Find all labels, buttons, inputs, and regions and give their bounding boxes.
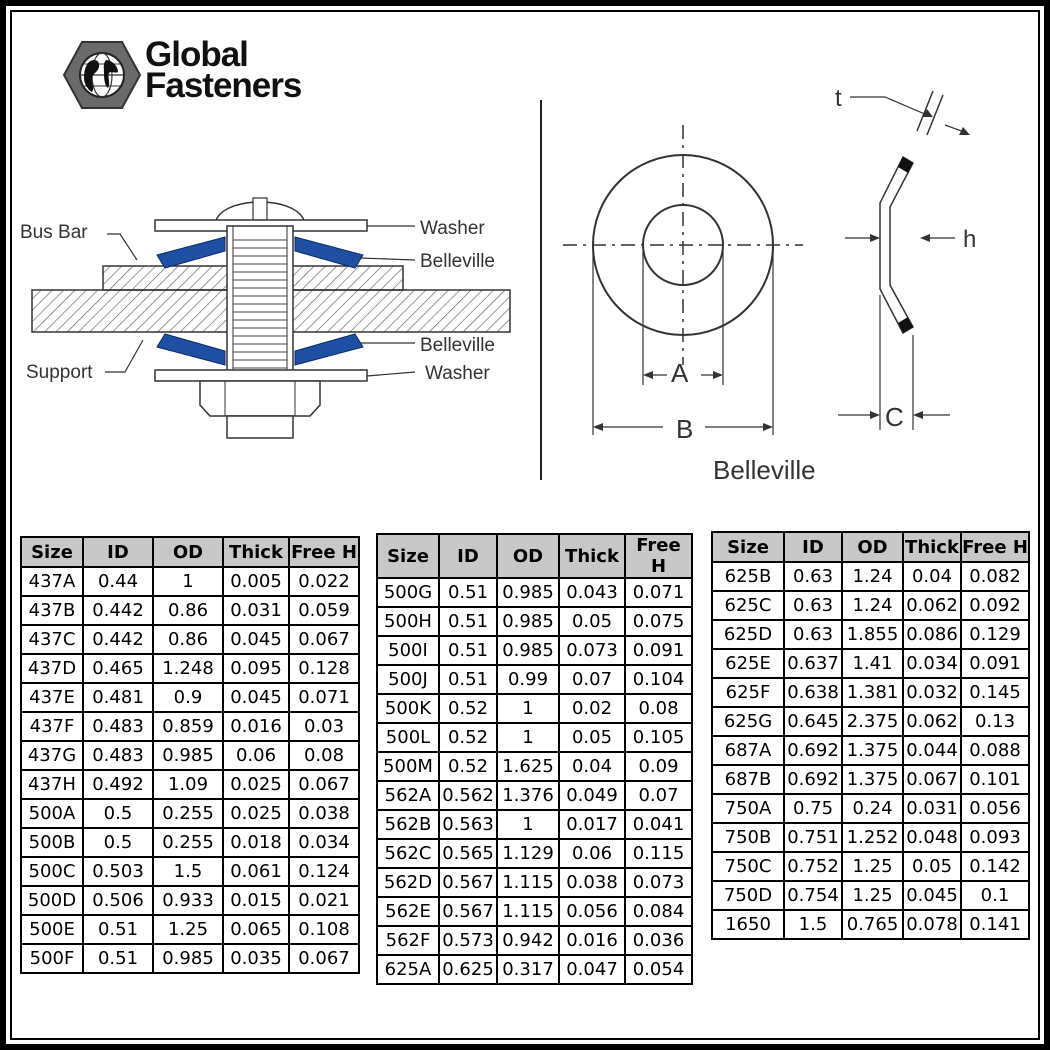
cell-free-h: 0.088	[961, 736, 1029, 765]
cell-size: 500H	[377, 607, 439, 636]
cell-free-h: 0.067	[289, 625, 359, 654]
label-support: Support	[26, 362, 93, 383]
cell-id: 0.637	[784, 649, 842, 678]
cell-id: 0.51	[83, 915, 153, 944]
cell-size: 500K	[377, 694, 439, 723]
cell-id: 0.506	[83, 886, 153, 915]
cell-id: 0.5	[83, 799, 153, 828]
cell-id: 0.465	[83, 654, 153, 683]
cell-od: 1.625	[497, 752, 559, 781]
cell-thick: 0.015	[223, 886, 289, 915]
cell-free-h: 0.075	[625, 607, 692, 636]
cell-od: 0.86	[153, 625, 223, 654]
cell-od: 1.25	[153, 915, 223, 944]
cell-od: 1.115	[497, 897, 559, 926]
cell-size: 437E	[21, 683, 83, 712]
cell-thick: 0.017	[559, 810, 625, 839]
cell-free-h: 0.03	[289, 712, 359, 741]
table-row	[377, 839, 692, 868]
cell-id: 0.645	[784, 707, 842, 736]
column-header-id: ID	[784, 532, 842, 562]
cell-od: 0.933	[153, 886, 223, 915]
table-row	[712, 910, 1029, 939]
cell-size: 500G	[377, 578, 439, 607]
cell-thick: 0.031	[223, 596, 289, 625]
cell-size: 500F	[21, 944, 83, 973]
table-row	[712, 881, 1029, 910]
table-row	[712, 852, 1029, 881]
brand-line-2: Fasteners	[145, 66, 302, 105]
nut	[200, 381, 320, 416]
cell-size: 562C	[377, 839, 439, 868]
table-row	[377, 723, 692, 752]
cell-free-h: 0.073	[625, 868, 692, 897]
cell-id: 0.481	[83, 683, 153, 712]
cell-size: 625B	[712, 562, 784, 591]
cell-od: 0.765	[842, 910, 903, 939]
cell-thick: 0.034	[903, 649, 961, 678]
cell-od: 1	[497, 723, 559, 752]
table-row	[377, 752, 692, 781]
cell-id: 0.692	[784, 736, 842, 765]
table-header-row	[377, 534, 692, 578]
cell-od: 1.376	[497, 781, 559, 810]
cell-thick: 0.035	[223, 944, 289, 973]
table-row	[712, 823, 1029, 852]
cell-thick: 0.031	[903, 794, 961, 823]
table-row	[377, 607, 692, 636]
cell-free-h: 0.071	[289, 683, 359, 712]
table-row	[21, 741, 359, 770]
cell-thick: 0.016	[223, 712, 289, 741]
cell-od: 1.24	[842, 591, 903, 620]
cell-id: 0.52	[439, 752, 497, 781]
cell-size: 562B	[377, 810, 439, 839]
cell-thick: 0.05	[559, 607, 625, 636]
cell-id: 0.52	[439, 694, 497, 723]
cell-size: 500I	[377, 636, 439, 665]
cell-thick: 0.07	[559, 665, 625, 694]
table-row	[21, 654, 359, 683]
table-row	[377, 781, 692, 810]
cell-od: 0.985	[497, 578, 559, 607]
cell-thick: 0.045	[223, 683, 289, 712]
cell-free-h: 0.038	[289, 799, 359, 828]
size-table-3	[711, 531, 1030, 940]
cell-od: 1	[153, 567, 223, 596]
table-row	[712, 707, 1029, 736]
cell-size: 625F	[712, 678, 784, 707]
cell-thick: 0.016	[559, 926, 625, 955]
cell-od: 1.375	[842, 736, 903, 765]
label-belleville-top: Belleville	[420, 251, 495, 272]
table-row	[377, 665, 692, 694]
table-row	[21, 828, 359, 857]
cell-id: 0.565	[439, 839, 497, 868]
table-row	[21, 625, 359, 654]
cell-size: 562D	[377, 868, 439, 897]
cell-thick: 0.067	[903, 765, 961, 794]
table-header-row	[712, 532, 1029, 562]
cell-free-h: 0.067	[289, 944, 359, 973]
cell-thick: 0.038	[559, 868, 625, 897]
cell-free-h: 0.07	[625, 781, 692, 810]
cell-id: 0.638	[784, 678, 842, 707]
cell-size: 500J	[377, 665, 439, 694]
cell-size: 437B	[21, 596, 83, 625]
column-header-free-h: Free H	[289, 537, 359, 567]
cell-id: 0.573	[439, 926, 497, 955]
cell-thick: 0.065	[223, 915, 289, 944]
cell-free-h: 0.1	[961, 881, 1029, 910]
cell-thick: 0.045	[223, 625, 289, 654]
table-row	[712, 591, 1029, 620]
cell-id: 0.51	[83, 944, 153, 973]
cell-size: 437H	[21, 770, 83, 799]
cell-od: 0.985	[153, 944, 223, 973]
table-row	[21, 683, 359, 712]
cell-size: 500M	[377, 752, 439, 781]
table-row	[712, 678, 1029, 707]
cell-free-h: 0.101	[961, 765, 1029, 794]
cell-free-h: 0.128	[289, 654, 359, 683]
size-table-2	[376, 533, 693, 985]
cell-od: 1.25	[842, 881, 903, 910]
cell-size: 625G	[712, 707, 784, 736]
cell-size: 562E	[377, 897, 439, 926]
belleville-dimension-diagram	[555, 85, 1025, 495]
table-row	[377, 578, 692, 607]
column-header-free-h: Free H	[961, 532, 1029, 562]
column-header-od: OD	[842, 532, 903, 562]
column-header-size: Size	[21, 537, 83, 567]
cell-size: 1650	[712, 910, 784, 939]
cell-size: 750A	[712, 794, 784, 823]
label-A: A	[671, 358, 689, 388]
column-header-id: ID	[439, 534, 497, 578]
cell-free-h: 0.105	[625, 723, 692, 752]
cell-size: 750B	[712, 823, 784, 852]
cell-id: 0.483	[83, 741, 153, 770]
table-row	[712, 620, 1029, 649]
cell-free-h: 0.142	[961, 852, 1029, 881]
cell-size: 500B	[21, 828, 83, 857]
cell-thick: 0.025	[223, 799, 289, 828]
cell-size: 437A	[21, 567, 83, 596]
cell-thick: 0.05	[559, 723, 625, 752]
cell-free-h: 0.145	[961, 678, 1029, 707]
cell-od: 0.86	[153, 596, 223, 625]
cell-od: 0.942	[497, 926, 559, 955]
cell-id: 0.51	[439, 636, 497, 665]
table-row	[377, 868, 692, 897]
table-row	[21, 799, 359, 828]
cell-free-h: 0.056	[961, 794, 1029, 823]
cell-thick: 0.045	[903, 881, 961, 910]
cell-size: 562A	[377, 781, 439, 810]
table-row	[712, 649, 1029, 678]
column-header-thick: Thick	[223, 537, 289, 567]
label-B: B	[676, 414, 694, 444]
cell-id: 0.562	[439, 781, 497, 810]
belleville-top-right	[295, 237, 363, 268]
cell-od: 1.41	[842, 649, 903, 678]
cell-id: 0.63	[784, 562, 842, 591]
cell-size: 437F	[21, 712, 83, 741]
label-washer-top: Washer	[420, 218, 485, 239]
cell-free-h: 0.129	[961, 620, 1029, 649]
label-bus-bar: Bus Bar	[20, 222, 88, 243]
belleville-bottom-right	[295, 334, 363, 365]
cell-id: 0.503	[83, 857, 153, 886]
cell-thick: 0.056	[559, 897, 625, 926]
cell-free-h: 0.093	[961, 823, 1029, 852]
cell-size: 750D	[712, 881, 784, 910]
cell-free-h: 0.084	[625, 897, 692, 926]
belleville-top-left	[157, 237, 225, 268]
cell-id: 0.442	[83, 625, 153, 654]
table-row	[21, 567, 359, 596]
cell-id: 0.492	[83, 770, 153, 799]
label-washer-bottom: Washer	[425, 363, 490, 384]
cell-free-h: 0.067	[289, 770, 359, 799]
cell-od: 1.252	[842, 823, 903, 852]
cell-thick: 0.078	[903, 910, 961, 939]
label-belleville-bottom: Belleville	[420, 335, 495, 356]
cell-thick: 0.086	[903, 620, 961, 649]
cell-id: 0.52	[439, 723, 497, 752]
cell-thick: 0.062	[903, 591, 961, 620]
cell-free-h: 0.071	[625, 578, 692, 607]
cell-free-h: 0.08	[625, 694, 692, 723]
cell-thick: 0.043	[559, 578, 625, 607]
table-row	[377, 694, 692, 723]
cell-id: 1.5	[784, 910, 842, 939]
cell-thick: 0.032	[903, 678, 961, 707]
cell-free-h: 0.034	[289, 828, 359, 857]
cell-thick: 0.018	[223, 828, 289, 857]
cell-free-h: 0.108	[289, 915, 359, 944]
cell-id: 0.5	[83, 828, 153, 857]
cell-id: 0.63	[784, 620, 842, 649]
cell-free-h: 0.091	[961, 649, 1029, 678]
table-row	[21, 770, 359, 799]
cell-od: 1.24	[842, 562, 903, 591]
cell-free-h: 0.13	[961, 707, 1029, 736]
table-row	[21, 857, 359, 886]
divider-line	[540, 100, 542, 480]
diagram-title: Belleville	[713, 455, 816, 485]
cell-od: 1.375	[842, 765, 903, 794]
cell-id: 0.442	[83, 596, 153, 625]
table-row	[21, 886, 359, 915]
table-row	[21, 915, 359, 944]
cell-id: 0.751	[784, 823, 842, 852]
cell-id: 0.51	[439, 665, 497, 694]
cell-od: 0.255	[153, 799, 223, 828]
cell-free-h: 0.054	[625, 955, 692, 984]
cell-size: 687B	[712, 765, 784, 794]
cell-id: 0.752	[784, 852, 842, 881]
cell-id: 0.75	[784, 794, 842, 823]
cell-od: 1.25	[842, 852, 903, 881]
cell-thick: 0.095	[223, 654, 289, 683]
cell-size: 500C	[21, 857, 83, 886]
cell-od: 1	[497, 810, 559, 839]
cell-od: 0.24	[842, 794, 903, 823]
cell-od: 2.375	[842, 707, 903, 736]
cell-free-h: 0.082	[961, 562, 1029, 591]
cell-thick: 0.04	[903, 562, 961, 591]
cell-od: 1.248	[153, 654, 223, 683]
cell-size: 500D	[21, 886, 83, 915]
cell-od: 0.985	[497, 636, 559, 665]
table-row	[377, 897, 692, 926]
table-header-row	[21, 537, 359, 567]
table-row	[377, 810, 692, 839]
cell-od: 0.859	[153, 712, 223, 741]
cell-thick: 0.047	[559, 955, 625, 984]
cell-od: 1.129	[497, 839, 559, 868]
cell-thick: 0.04	[559, 752, 625, 781]
cell-id: 0.483	[83, 712, 153, 741]
cell-free-h: 0.091	[625, 636, 692, 665]
cell-size: 437D	[21, 654, 83, 683]
table-row	[377, 955, 692, 984]
cell-free-h: 0.104	[625, 665, 692, 694]
cell-size: 500E	[21, 915, 83, 944]
cell-thick: 0.025	[223, 770, 289, 799]
column-header-size: Size	[377, 534, 439, 578]
cell-size: 687A	[712, 736, 784, 765]
cell-free-h: 0.036	[625, 926, 692, 955]
table-row	[712, 736, 1029, 765]
cell-thick: 0.005	[223, 567, 289, 596]
cell-thick: 0.06	[223, 741, 289, 770]
table-row	[21, 596, 359, 625]
label-t: t	[835, 85, 842, 112]
cell-id: 0.625	[439, 955, 497, 984]
cell-od: 0.317	[497, 955, 559, 984]
logo-globe-icon	[62, 40, 142, 110]
cell-size: 500L	[377, 723, 439, 752]
cell-free-h: 0.092	[961, 591, 1029, 620]
belleville-bottom-left	[157, 334, 225, 365]
label-h: h	[963, 226, 977, 253]
cell-free-h: 0.141	[961, 910, 1029, 939]
cell-free-h: 0.09	[625, 752, 692, 781]
cell-free-h: 0.059	[289, 596, 359, 625]
cell-od: 0.985	[153, 741, 223, 770]
cell-free-h: 0.021	[289, 886, 359, 915]
column-header-free-h: Free H	[625, 534, 692, 578]
cell-id: 0.563	[439, 810, 497, 839]
cell-od: 0.985	[497, 607, 559, 636]
cell-id: 0.754	[784, 881, 842, 910]
cell-thick: 0.061	[223, 857, 289, 886]
cell-thick: 0.073	[559, 636, 625, 665]
cell-free-h: 0.115	[625, 839, 692, 868]
brand-line-1: Global	[145, 35, 248, 74]
cell-id: 0.567	[439, 897, 497, 926]
cell-free-h: 0.08	[289, 741, 359, 770]
washer-bottom	[155, 370, 367, 381]
cell-free-h: 0.041	[625, 810, 692, 839]
column-header-thick: Thick	[903, 532, 961, 562]
column-header-od: OD	[153, 537, 223, 567]
cell-thick: 0.05	[903, 852, 961, 881]
cell-od: 1.381	[842, 678, 903, 707]
size-table-1	[20, 536, 360, 974]
cell-od: 0.255	[153, 828, 223, 857]
cell-thick: 0.062	[903, 707, 961, 736]
cell-size: 437G	[21, 741, 83, 770]
cell-od: 1.5	[153, 857, 223, 886]
cell-thick: 0.02	[559, 694, 625, 723]
column-header-od: OD	[497, 534, 559, 578]
cell-od: 1.09	[153, 770, 223, 799]
cell-thick: 0.06	[559, 839, 625, 868]
cell-id: 0.692	[784, 765, 842, 794]
cell-free-h: 0.124	[289, 857, 359, 886]
cell-id: 0.44	[83, 567, 153, 596]
cell-id: 0.63	[784, 591, 842, 620]
cell-thick: 0.049	[559, 781, 625, 810]
cell-od: 0.9	[153, 683, 223, 712]
cell-id: 0.567	[439, 868, 497, 897]
table-row	[377, 926, 692, 955]
cell-size: 437C	[21, 625, 83, 654]
cell-size: 625E	[712, 649, 784, 678]
cell-thick: 0.044	[903, 736, 961, 765]
belleville-profile	[880, 157, 913, 333]
table-row	[712, 562, 1029, 591]
cell-id: 0.51	[439, 578, 497, 607]
cell-od: 1.115	[497, 868, 559, 897]
table-row	[21, 712, 359, 741]
table-row	[377, 636, 692, 665]
cell-size: 625D	[712, 620, 784, 649]
cell-size: 625C	[712, 591, 784, 620]
column-header-size: Size	[712, 532, 784, 562]
table-row	[712, 794, 1029, 823]
cell-free-h: 0.022	[289, 567, 359, 596]
cell-thick: 0.048	[903, 823, 961, 852]
table-row	[21, 944, 359, 973]
column-header-thick: Thick	[559, 534, 625, 578]
cell-size: 750C	[712, 852, 784, 881]
cell-od: 1.855	[842, 620, 903, 649]
label-C: C	[885, 402, 904, 432]
cell-id: 0.51	[439, 607, 497, 636]
brand-wordmark	[145, 35, 302, 105]
cell-size: 562F	[377, 926, 439, 955]
cell-size: 625A	[377, 955, 439, 984]
column-header-id: ID	[83, 537, 153, 567]
cell-size: 500A	[21, 799, 83, 828]
cell-od: 0.99	[497, 665, 559, 694]
table-row	[712, 765, 1029, 794]
cell-od: 1	[497, 694, 559, 723]
